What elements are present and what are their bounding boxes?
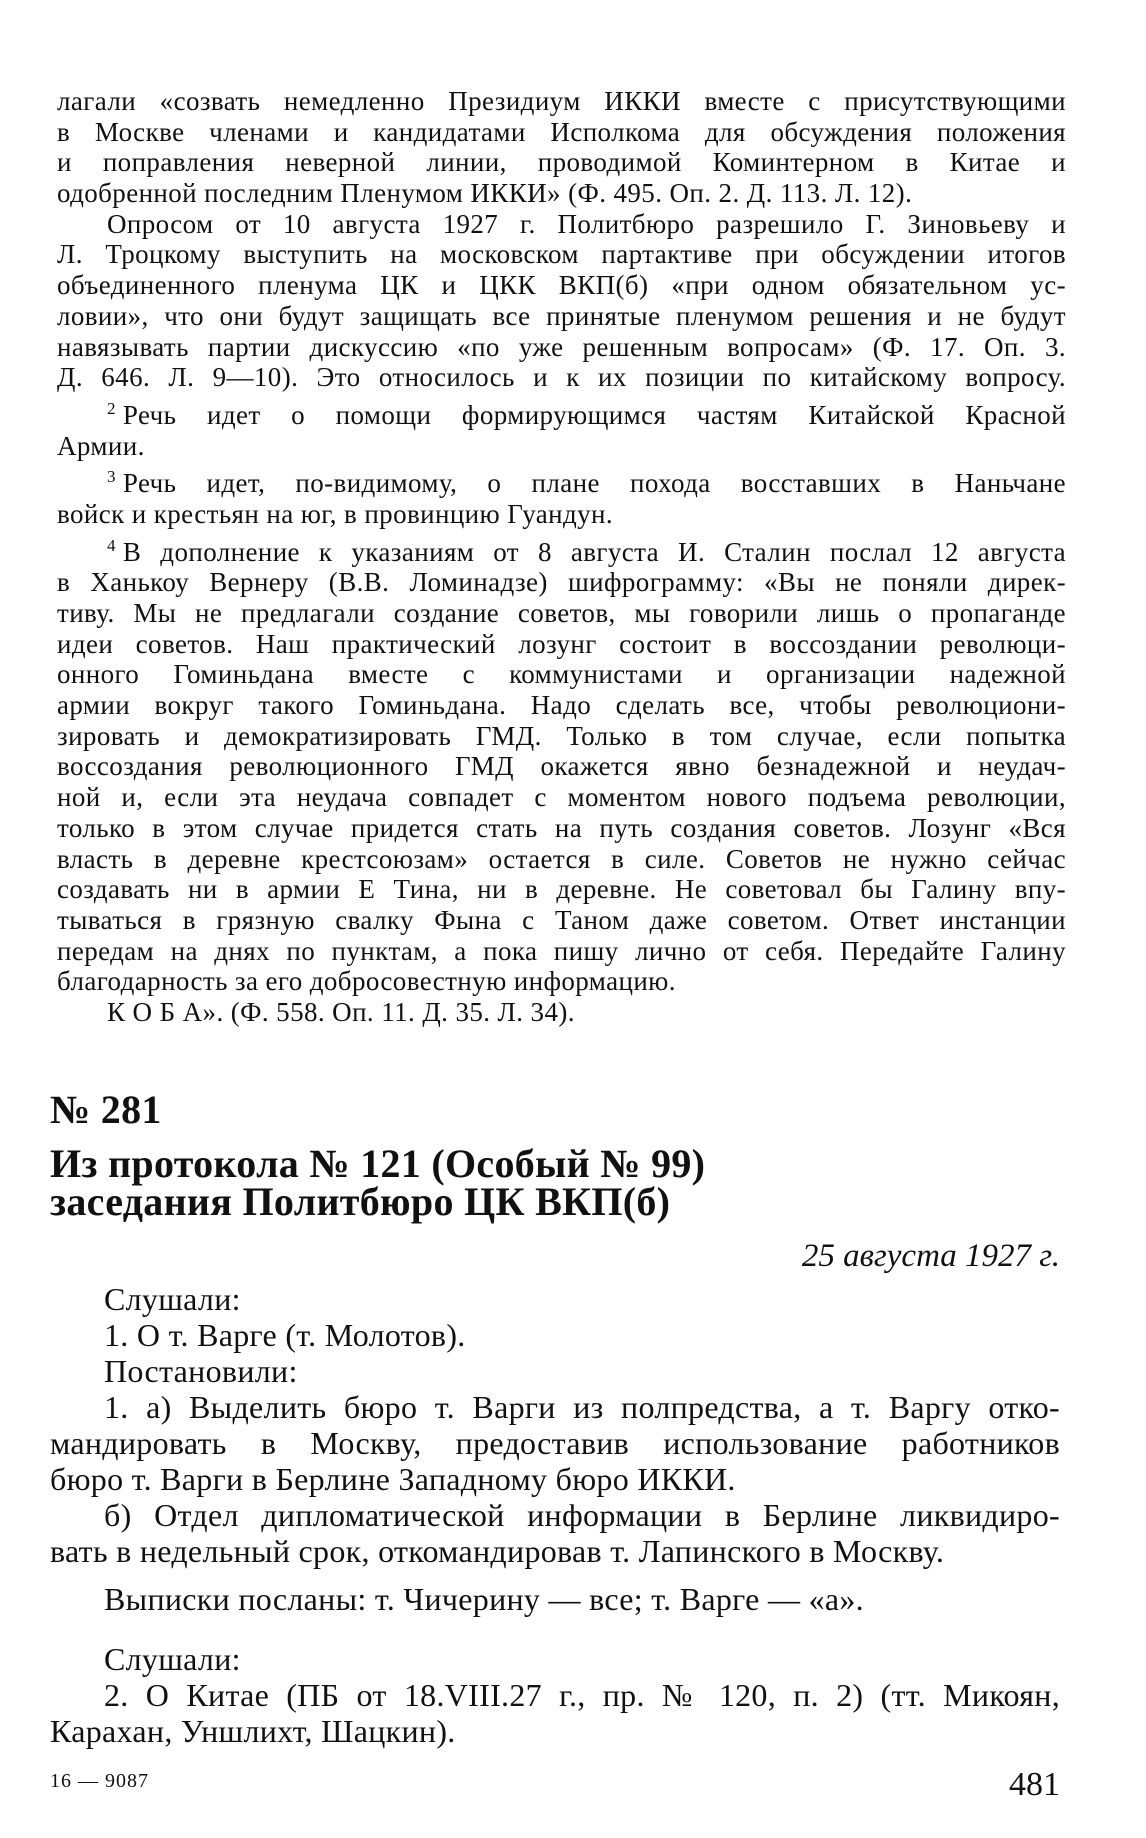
document-title [50,1141,706,1224]
document-title-line: заседания Политбюро ЦК ВКП(б) [50,1179,671,1224]
footnote-line [57,468,1066,499]
footnote-text: Речь идет о помощи формирующимся частям Китайской Красной [122,399,1066,430]
footnote-line: армии вокруг такого Гоминьдана. Надо сделать все, чтобы революциони- [57,690,1066,721]
agenda-item-2 [50,1677,1060,1749]
resolution-a [50,1389,1060,1497]
footnote-line: зировать и демократизировать ГМД. Только в том случае, если попытка [57,720,1066,751]
footnote-line: идеи советов. Наш практический лозунг состоит в воссоздании революци- [57,628,1066,659]
footnote-line: войск и крестьян на юг, в провинцию Гуандун. [57,498,614,529]
footnote-line: онного Гоминьдана вместе с коммунистами и организации надежной [57,659,1066,690]
footnote-line: лагали «созвать немедленно Президиум ИККИ вместе с присутствующими [57,86,1066,116]
footnote-marker: 2 [107,398,116,418]
footnote-line [57,537,1066,568]
resolution-line: 1. а) Выделить бюро т. Варги из полпредства, а т. Варгу отко- [104,1389,1060,1425]
footnote-signature: К О Б А». (Ф. 558. Оп. 11. Д. 35. Л. 34). [107,996,575,1027]
footnote-politburo-poll [57,209,1066,393]
resolution-line: вать в недельный срок, откомандировав т. Лапинского в Москву. [50,1533,945,1569]
document-date: 25 августа 1927 г. [801,1238,1060,1274]
footnote-line: передам на днях по пунктам, а пока пишу лично от себя. Передайте Галину [57,935,1066,966]
footnote-line: власть в деревне крестсоюзам» остается в силе. Советов не нужно сейчас [57,843,1066,874]
footnote-2 [57,400,1066,461]
footnote-line: Опросом от 10 августа 1927 г. Политбюро разрешило Г. Зиновьеву и [107,208,1066,239]
footnote-text: Речь идет, по-видимому, о плане похода восставших в Наньчане [122,468,1066,499]
distribution-note: Выписки посланы: т. Чичерину — все; т. Варге — «а». [104,1581,864,1617]
footnote-continuation [57,86,1066,209]
resolution-b [50,1497,1060,1569]
resolution-line: бюро т. Варги в Берлине Западному бюро ИККИ. [50,1461,736,1497]
footnote-4 [57,537,1066,1028]
footnote-text: В дополнение к указаниям от 8 августа И. Сталин послал 12 августа [122,536,1066,567]
footnote-line: тываться в грязную свалку Фына с Таном даже советом. Ответ инстанции [57,904,1066,935]
document-title-line: Из протокола № 121 (Особый № 99) [50,1141,706,1186]
footnote-line: объединенного пленума ЦК и ЦКК ВКП(б) «при одном обязательном ус- [57,270,1066,301]
footnote-line: воссоздания революционного ГМД окажется явно безнадежной и неудач- [57,751,1066,782]
footnote-line: в Москве членами и кандидатами Исполкома для обсуждения положения [57,116,1066,147]
footnote-marker: 4 [107,535,116,555]
footnote-line: благодарность за его добросовестную информацию. [57,966,676,997]
footnote-line: ной и, если эта неудача совпадет с моментом нового подъема революции, [57,782,1066,813]
document-number: № 281 [50,1087,162,1132]
footnote-line: и поправления неверной линии, проводимой Коминтерном в Китае и [57,147,1066,178]
agenda-item-line: Карахан, Уншлихт, Шацкин). [50,1713,456,1749]
heard-label: Слушали: [104,1281,241,1317]
footnote-line: Л. Троцкому выступить на московском партактиве при обсуждении итогов [57,239,1066,270]
protocol-body [50,1281,1060,1749]
footnote-line: Д. 646. Л. 9—10). Это относилось и к их позиции по китайскому вопросу. [57,362,1066,393]
footnote-line: создавать ни в армии Е Тина, ни в деревне. Не советовал бы Галину впу- [57,874,1066,905]
heard-label: Слушали: [104,1641,241,1677]
footnote-line: только в этом случае придется стать на путь создания советов. Лозунг «Вся [57,812,1066,843]
footnote-line: ловии», что они будут защищать все принятые пленумом решения и не будут [57,300,1066,331]
footnote-line [57,400,1066,431]
footnote-marker: 3 [107,467,116,487]
resolved-label: Постановили: [104,1353,298,1389]
page-number: 481 [1009,1766,1060,1803]
agenda-item-line: 2. О Китае (ПБ от 18.VIII.27 г., пр. № 120, п. 2) (тт. Микоян, [104,1677,1060,1713]
footnote-line: Армии. [57,430,145,461]
footnote-line: в Ханькоу Вернеру (В.В. Ломинадзе) шифрограмму: «Вы не поняли дирек- [57,567,1066,598]
resolution-line: мандировать в Москву, предоставив использование работников [50,1425,1060,1461]
footnote-line: тиву. Мы не предлагали создание советов, мы говорили лишь о пропаганде [57,598,1066,628]
footnote-line: одобренной последним Пленумом ИККИ» (Ф. 495. Оп. 2. Д. 113. Л. 12). [57,178,913,209]
agenda-item: 1. О т. Варге (т. Молотов). [104,1317,466,1353]
resolution-line: б) Отдел дипломатической информации в Берлине ликвидиро- [104,1497,1060,1533]
footnotes-section [57,86,1066,1028]
footnote-line: навязывать партии дискуссию «по уже решенным вопросам» (Ф. 17. Оп. 3. [57,331,1066,362]
footnote-3 [57,468,1066,529]
print-signature-code: 16 — 9087 [50,1770,149,1792]
